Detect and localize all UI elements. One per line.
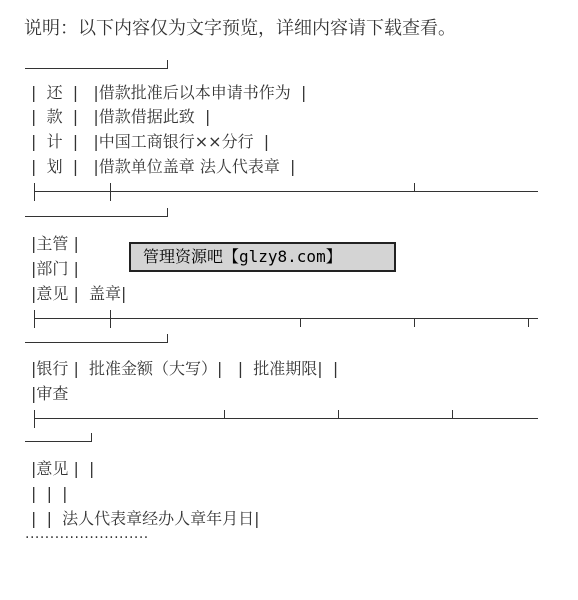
table-rule-tick <box>414 318 415 327</box>
section-divider <box>25 441 92 442</box>
table-rule-tick <box>452 410 453 419</box>
section-divider <box>25 342 168 343</box>
bank-row: |审查 <box>31 384 69 403</box>
repayment-row: | 还 | |借款批准后以本申请书作为 | <box>31 83 307 102</box>
department-row: |意见 | 盖章| <box>31 284 127 303</box>
section-divider-tick <box>91 433 92 442</box>
section-divider-tick <box>167 60 168 69</box>
bank-row: |银行 | 批准金额（大写）| | 批准期限| | <box>31 359 339 378</box>
table-rule-tick <box>528 318 529 327</box>
opinion-row: | | | <box>31 484 68 503</box>
section-divider <box>25 68 168 69</box>
watermark-banner: 管理资源吧【glzy8.com】 <box>129 242 396 272</box>
opinion-row: |意见 | | <box>31 459 95 478</box>
preview-notice: 说明：以下内容仅为文字预览，详细内容请下载查看。 <box>24 18 456 39</box>
department-row: |部门 | <box>31 259 79 278</box>
table-rule-tick <box>110 183 111 201</box>
repayment-row: | 计 | |中国工商银行××分行 | <box>31 132 270 151</box>
table-rule-tick <box>110 310 111 328</box>
table-rule-tick <box>224 410 225 419</box>
opinion-row: | | 法人代表章经办人章年月日| <box>31 509 260 528</box>
table-rule <box>34 418 538 419</box>
repayment-row: | 款 | |借款借据此致 | <box>31 107 211 126</box>
table-rule-tick <box>414 183 415 192</box>
section-divider-tick <box>167 208 168 217</box>
continuation-dots: ························· <box>25 530 149 546</box>
section-divider <box>25 216 168 217</box>
repayment-row: | 划 | |借款单位盖章 法人代表章 | <box>31 157 296 176</box>
table-rule-tick <box>34 310 35 328</box>
table-rule-tick <box>338 410 339 419</box>
table-rule-tick <box>300 318 301 327</box>
table-rule-tick <box>34 183 35 201</box>
section-divider-tick <box>167 334 168 343</box>
table-rule-tick <box>34 410 35 428</box>
department-row: |主管 | <box>31 234 79 253</box>
